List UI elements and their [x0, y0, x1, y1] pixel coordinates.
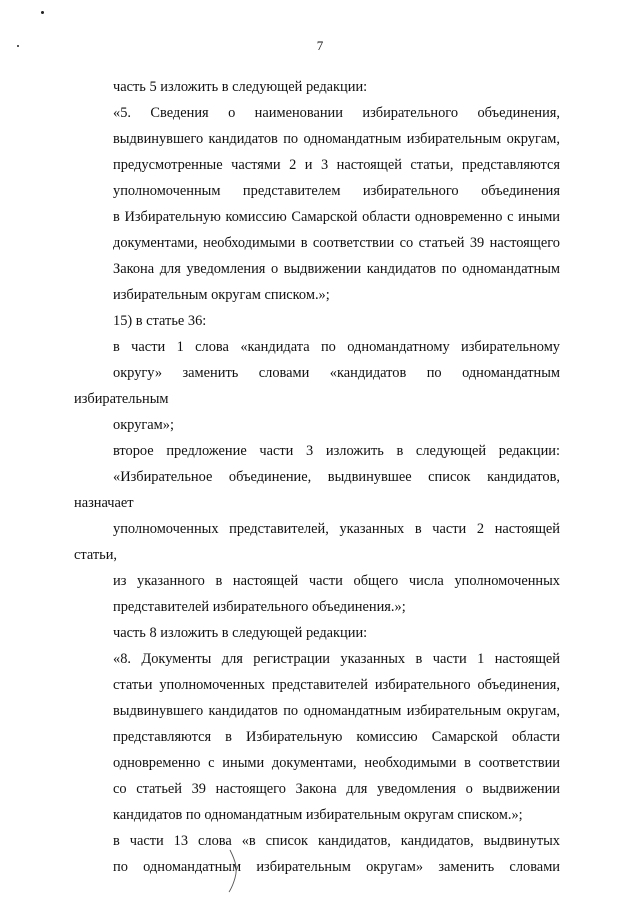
text-line: предусмотренные частями 2 и 3 настоящей статьи, представляются: [113, 157, 560, 173]
text-line: уполномоченным представителем избирательного объединения: [113, 183, 560, 199]
document-paragraph: [74, 438, 560, 620]
text-line: в Избирательную комиссию Самарской области одновременно с иными: [113, 209, 560, 225]
text-line: со статьей 39 настоящего Закона для уведомления о выдвижении: [113, 781, 560, 797]
document-paragraph: [74, 100, 560, 308]
text-line: статьи уполномоченных представителей избирательного объединения,: [113, 677, 560, 693]
text-line: «Избирательное объединение, выдвинувшее список кандидатов, назначает: [74, 469, 560, 511]
text-line: второе предложение части 3 изложить в следующей редакции:: [113, 443, 560, 459]
scan-artifact-dot: [17, 45, 19, 47]
document-paragraph: [74, 646, 560, 828]
text-line: часть 8 изложить в следующей редакции:: [113, 625, 368, 641]
text-line: избирательным округам списком.»;: [113, 287, 330, 303]
page-number: 7: [316, 38, 324, 53]
document-paragraph: [74, 334, 560, 438]
document-paragraph: [74, 308, 560, 334]
text-line: округу» заменить словами «кандидатов по одномандатным избирательным: [74, 365, 560, 407]
text-line: кандидатов по одномандатным избирательным округам списком.»;: [113, 807, 523, 823]
text-line: из указанного в настоящей части общего числа уполномоченных: [113, 573, 560, 589]
document-paragraph: [74, 620, 560, 646]
scan-artifact-dot: [41, 11, 44, 14]
text-line: округам»;: [113, 417, 174, 433]
document-paragraph: [74, 74, 560, 100]
text-line: документами, необходимыми в соответствии со статьей 39 настоящего: [113, 235, 560, 251]
text-line: «5. Сведения о наименовании избирательного объединения,: [113, 105, 560, 121]
text-line: по одномандатным избирательным округам» заменить словами: [113, 859, 560, 875]
text-line: представителей избирательного объединения.»;: [113, 599, 406, 615]
document-paragraph: [74, 828, 560, 880]
document-body: [74, 74, 560, 880]
text-line: представляются в Избирательную комиссию Самарской области: [113, 729, 560, 745]
text-line: в части 1 слова «кандидата по одномандатному избирательному: [113, 339, 560, 355]
text-line: «8. Документы для регистрации указанных в части 1 настоящей: [113, 651, 560, 667]
text-line: часть 5 изложить в следующей редакции:: [113, 79, 368, 95]
text-line: в части 13 слова «в список кандидатов, кандидатов, выдвинутых: [113, 833, 560, 849]
text-line: Закона для уведомления о выдвижении кандидатов по одномандатным: [113, 261, 560, 277]
text-line: выдвинувшего кандидатов по одномандатным избирательным округам,: [113, 131, 560, 147]
text-line: одновременно с иными документами, необходимыми в соответствии: [113, 755, 560, 771]
text-line: 15) в статье 36:: [113, 313, 207, 329]
text-line: уполномоченных представителей, указанных в части 2 настоящей статьи,: [74, 521, 560, 563]
text-line: выдвинувшего кандидатов по одномандатным избирательным округам,: [113, 703, 560, 719]
scan-margin-mark: [226, 848, 240, 894]
